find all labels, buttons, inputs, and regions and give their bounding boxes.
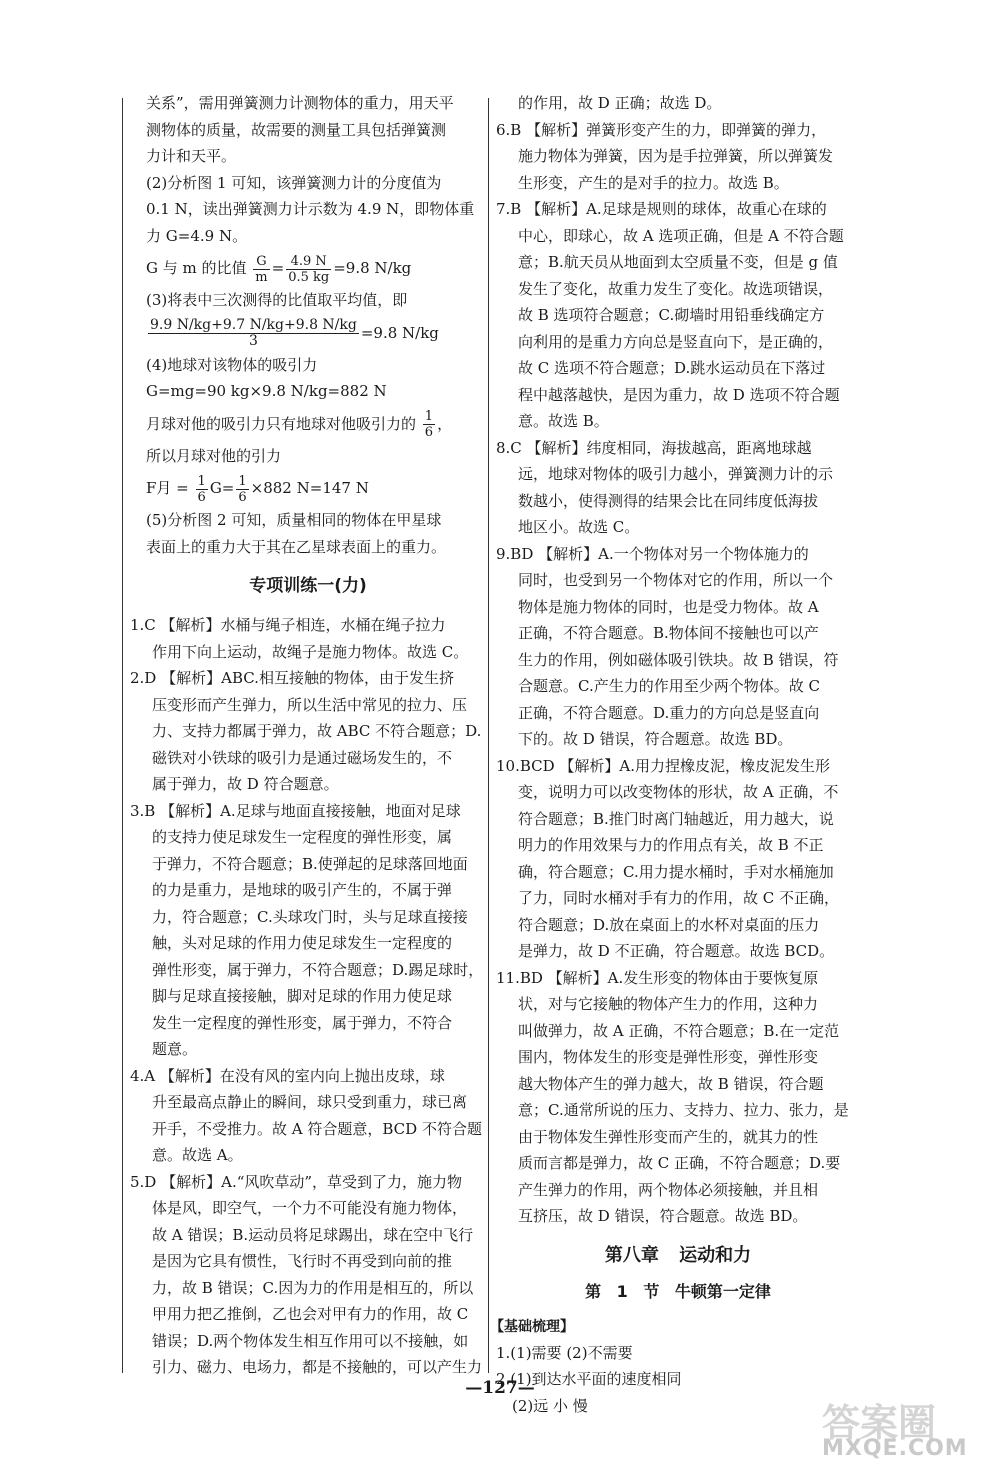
average-fraction — [148, 318, 359, 349]
answer-line: 质而言都是弹力，故 C 正确，不符合题意；D.要 — [518, 1154, 841, 1172]
text-line: 力 G=4.9 N。 — [146, 226, 248, 245]
answer-line: 体是风，即空气，一个力不可能没有施力物体， — [152, 1199, 468, 1217]
planet-text — [130, 507, 486, 560]
text-line: 0.1 N，读出弹簧测力计示数为 4.9 N，即物体重 — [146, 200, 475, 218]
moon-text: 月球对他的吸引力只有地球对他吸引力的 — [146, 414, 417, 433]
answer-line: 是因为它具有惯性，飞行时不再受到向前的推 — [152, 1252, 453, 1270]
answer-line: 的支持力使足球发生一定程度的弹性形变，属 — [152, 828, 453, 846]
section-title: 第 1 节 牛顿第一定律 — [585, 1281, 771, 1301]
section-heading: 专项训练一(力) — [249, 576, 367, 596]
fraction-one-sixth — [423, 409, 435, 440]
ratio-result: =9.8 N/kg — [333, 259, 412, 277]
basics-line: 1.(1)需要 (2)不需要 — [496, 1343, 633, 1362]
f-end: ×882 N=147 N — [250, 479, 369, 497]
answer-line: 施力物体为弹簧，因为是手拉弹簧，所以弹簧发 — [518, 147, 834, 165]
text-line: (4)地球对该物体的吸引力 — [146, 355, 318, 374]
answer-line: 中心，即球心，故 A 选项正确，但是 A 不符合题 — [518, 226, 844, 245]
answer-line: 发生了变化，故重力发生了变化。故选项错误， — [518, 279, 834, 298]
answer-line: 6.B 【解析】弹簧形变产生的力，即弹簧的弹力， — [496, 120, 827, 139]
ratio-prefix: G 与 m 的比值 — [146, 259, 247, 277]
chapter-title: 第八章 运动和力 — [604, 1244, 752, 1266]
text-line: (3)将表中三次测得的比值取平均值，即 — [146, 291, 408, 309]
answer-line: 9.BD 【解析】A.一个物体对另一个物体施力的 — [496, 544, 809, 563]
answer-line: 升至最高点静止的瞬间，球只受到重力，球已离 — [152, 1093, 468, 1111]
answer-line: 生力的作用，例如磁体吸引铁块。故 B 错误，符 — [518, 650, 839, 669]
answer-line: 7.B 【解析】A.足球是规则的球体，故重心在球的 — [496, 200, 827, 218]
answer-line: 的力是重力，是地球的吸引产生的，不属于弹 — [152, 881, 453, 899]
answer-line: 题意。 — [152, 1040, 198, 1058]
text-line: (5)分析图 2 可知，质量相同的物体在甲星球 — [146, 511, 442, 529]
answer-line: 磁铁对小铁球的吸引力是通过磁场发生的，不 — [152, 748, 453, 767]
gravity-text — [130, 352, 486, 405]
equals-sign: = — [271, 259, 285, 277]
moon-end: ， — [437, 414, 453, 433]
answer-line: 意。故选 A。 — [152, 1146, 243, 1164]
column-divider — [488, 98, 489, 1373]
answer-line: 11.BD 【解析】A.发生形变的物体由于要恢复原 — [496, 968, 819, 987]
page-number: —127— — [465, 1378, 535, 1398]
f-prefix: F月 = — [146, 479, 189, 497]
fraction-g-over-m — [253, 254, 269, 285]
left-column — [130, 90, 486, 1381]
fraction-denominator: m — [255, 269, 268, 285]
fraction-numerator: 4.9 N — [286, 254, 331, 270]
answer-line: 力，符合题意；C.头球攻门时，头与足球直接接 — [152, 907, 468, 926]
answer-line: 确，符合题意；C.用力提水桶时，手对水桶施加 — [518, 862, 834, 881]
answer-line: 故 B 选项符合题意；C.砌墙时用铅垂线确定方 — [518, 306, 825, 324]
basics-heading: 【基础梳理】 — [490, 1318, 574, 1335]
average-formula — [130, 314, 486, 352]
answer-line: 生形变，产生的是对手的拉力。故选 B。 — [518, 173, 789, 192]
moon-formula — [130, 405, 486, 443]
answer-line: 引力、磁力、电场力，都是不接触的，可以产生力 — [152, 1358, 483, 1376]
answer-line: 向利用的是重力方向总是竖直向下，是正确的， — [518, 332, 834, 351]
answer-line: 意；C.通常所说的压力、支持力、拉力、张力，是 — [518, 1101, 849, 1119]
answer-line: 于弹力，不符合题意；B.使弹起的足球落回地面 — [152, 854, 468, 873]
fraction-denominator: 6 — [238, 489, 247, 505]
answer-line: 故 C 选项不符合题意；D.跳水运动员在下落过 — [518, 359, 826, 377]
fraction-numerator: 1 — [424, 409, 434, 424]
answer-line: 弹性形变，属于弹力，不符合题意；D.踢足球时， — [152, 960, 484, 979]
answer-line: 开手，不受推力。故 A 符合题意，BCD 不符合题 — [152, 1119, 482, 1138]
basics-line: (2)远 小 慢 — [512, 1396, 588, 1415]
basics-line: 2.(1)到达水平面的速度相同 — [496, 1370, 682, 1388]
answer-line: 地区小。故选 C。 — [518, 518, 640, 536]
answer-line: 下的。故 D 错误，符合题意。故选 BD。 — [518, 730, 793, 748]
answer-line: 发生一定程度的弹性形变，属于弹力，不符合 — [152, 1013, 453, 1032]
answer-line: 互挤压，故 D 错误，符合题意。故选 BD。 — [518, 1207, 808, 1225]
text-line: G=mg=90 kg×9.8 N/kg=882 N — [146, 382, 387, 400]
answer-line: 错误；D.两个物体发生相互作用可以不接触，如 — [152, 1331, 469, 1350]
answer-line: 了力，同时水桶对手有力的作用，故 C 不正确， — [518, 889, 840, 907]
answer-line: 的作用，故 D 正确；故选 D。 — [518, 94, 722, 112]
answer-line: 4.A 【解析】在没有风的室内向上抛出皮球，球 — [130, 1066, 445, 1085]
fraction-values — [286, 254, 331, 285]
answer-line: 意；B.航天员从地面到太空质量不变，但是 g 值 — [518, 253, 838, 271]
answer-line: 压变形而产生弹力，所以生活中常见的拉力、压 — [152, 695, 468, 714]
fraction-one-sixth — [196, 474, 208, 505]
text-line: (2)分析图 1 可知，该弹簧测力计的分度值为 — [146, 173, 442, 192]
f-mid: G= — [209, 479, 235, 497]
answer-line: 叫做弹力，故 A 正确，不符合题意；B.在一定范 — [518, 1021, 840, 1040]
answer-line: 明力的作用效果与力的作用点有关，故 B 不正 — [518, 836, 824, 854]
answer-list — [496, 90, 860, 1230]
answer-line: 数越小，使得测得的结果会比在同纬度低海拔 — [518, 491, 819, 510]
text-line: 表面上的重力大于其在乙星球表面上的重力。 — [146, 537, 447, 556]
answer-line: 1.C 【解析】水桶与绳子相连，水桶在绳子拉力 — [130, 616, 446, 634]
text-line: 所以月球对他的引力 — [146, 446, 282, 465]
fraction-denominator: 3 — [248, 333, 258, 349]
answer-line: 正确，不符合题意。B.物体间不接触也可以产 — [518, 624, 819, 642]
answer-line: 属于弹力，故 D 符合题意。 — [152, 775, 339, 793]
fraction-numerator: G — [253, 254, 269, 270]
average-result: =9.8 N/kg — [360, 323, 439, 342]
answer-line: 脚与足球直接接触，脚对足球的作用力使足球 — [152, 987, 453, 1005]
answer-line: 状，对与它接触的物体产生力的作用，这种力 — [518, 995, 819, 1013]
answer-line: 力，故 B 错误；C.因为力的作用是相互的，所以 — [152, 1278, 474, 1297]
right-column — [490, 90, 860, 1419]
ratio-formula — [130, 249, 486, 287]
answer-line: 远，地球对物体的吸引力越小，弹簧测力计的示 — [518, 465, 834, 483]
moon-force-formula — [130, 469, 486, 507]
answer-line: 符合题意；D.放在桌面上的水杯对桌面的压力 — [518, 915, 820, 934]
answer-line: 作用下向上运动，故绳子是施力物体。故选 C。 — [152, 642, 469, 661]
fraction-numerator: 1 — [238, 473, 247, 489]
fraction-denominator: 6 — [424, 425, 434, 440]
watermark-logo: 答案圈 — [822, 1401, 937, 1445]
watermark-site: MXQE.COM — [822, 1436, 968, 1461]
answer-line: 5.D 【解析】A.“风吹草动”，草受到了力，施力物 — [130, 1172, 463, 1191]
answer-line: 符合题意；B.推门时离门轴越近，用力越大，说 — [518, 809, 834, 828]
fraction-numerator: 9.9 N/kg+9.7 N/kg+9.8 N/kg — [150, 317, 357, 333]
answer-line: 程中越落越快，是因为重力，故 D 选项不符合题 — [518, 385, 840, 404]
fraction-numerator: 1 — [197, 473, 206, 489]
answer-line: 故 A 错误；B.运动员将足球踢出，球在空中飞行 — [152, 1225, 474, 1244]
text-line: 力计和天平。 — [146, 147, 237, 165]
fraction-denominator: 6 — [197, 489, 206, 505]
answer-line: 8.C 【解析】纬度相同，海拔越高，距离地球越 — [496, 438, 812, 457]
answer-line: 力、支持力都属于弹力，故 ABC 不符合题意；D. — [152, 722, 482, 740]
answer-line: 变，说明力可以改变物体的形状，故 A 正确，不 — [518, 783, 839, 801]
fraction-denominator: 0.5 kg — [288, 269, 330, 285]
answer-line: 3.B 【解析】A.足球与地面直接接触，地面对足球 — [130, 801, 461, 820]
answer-line: 由于物体发生弹性形变而产生的，就其力的性 — [518, 1127, 819, 1146]
left-margin-rule — [122, 98, 123, 1373]
answer-line: 10.BCD 【解析】A.用力捏橡皮泥，橡皮泥发生形 — [496, 756, 831, 775]
answer-line: 意。故选 B。 — [518, 412, 609, 430]
answer-line: 产生弹力的作用，两个物体必须接触，并且相 — [518, 1180, 819, 1199]
answer-line: 甲用力把乙推倒，乙也会对甲有力的作用，故 C — [152, 1305, 469, 1323]
answer-line: 同时，也受到另一个物体对它的作用，所以一个 — [518, 571, 834, 589]
answer-line: 正确，不符合题意。D.重力的方向总是竖直向 — [518, 703, 820, 722]
answer-line: 触，头对足球的作用力使足球发生一定程度的 — [152, 934, 453, 952]
answer-line: 合题意。C.产生力的作用至少两个物体。故 C — [518, 677, 820, 695]
text-line: 测物体的质量，故需要的测量工具包括弹簧测 — [146, 120, 447, 139]
answer-line: 围内，物体发生的形变是弹性形变，弹性形变 — [518, 1048, 819, 1066]
answer-list — [130, 612, 486, 1381]
intro-text — [130, 90, 486, 249]
answer-line: 2.D 【解析】ABC.相互接触的物体，由于发生挤 — [130, 669, 454, 687]
answer-line: 是弹力，故 D 不正确，符合题意。故选 BCD。 — [518, 942, 835, 960]
answer-line: 越大物体产生的弹力越大，故 B 错误，符合题 — [518, 1074, 824, 1093]
fraction-one-sixth — [236, 474, 248, 505]
answer-line: 物体是施力物体的同时，也是受力物体。故 A — [518, 597, 819, 616]
text-line: 关系”，需用弹簧测力计测物体的重力，用天平 — [146, 94, 454, 112]
